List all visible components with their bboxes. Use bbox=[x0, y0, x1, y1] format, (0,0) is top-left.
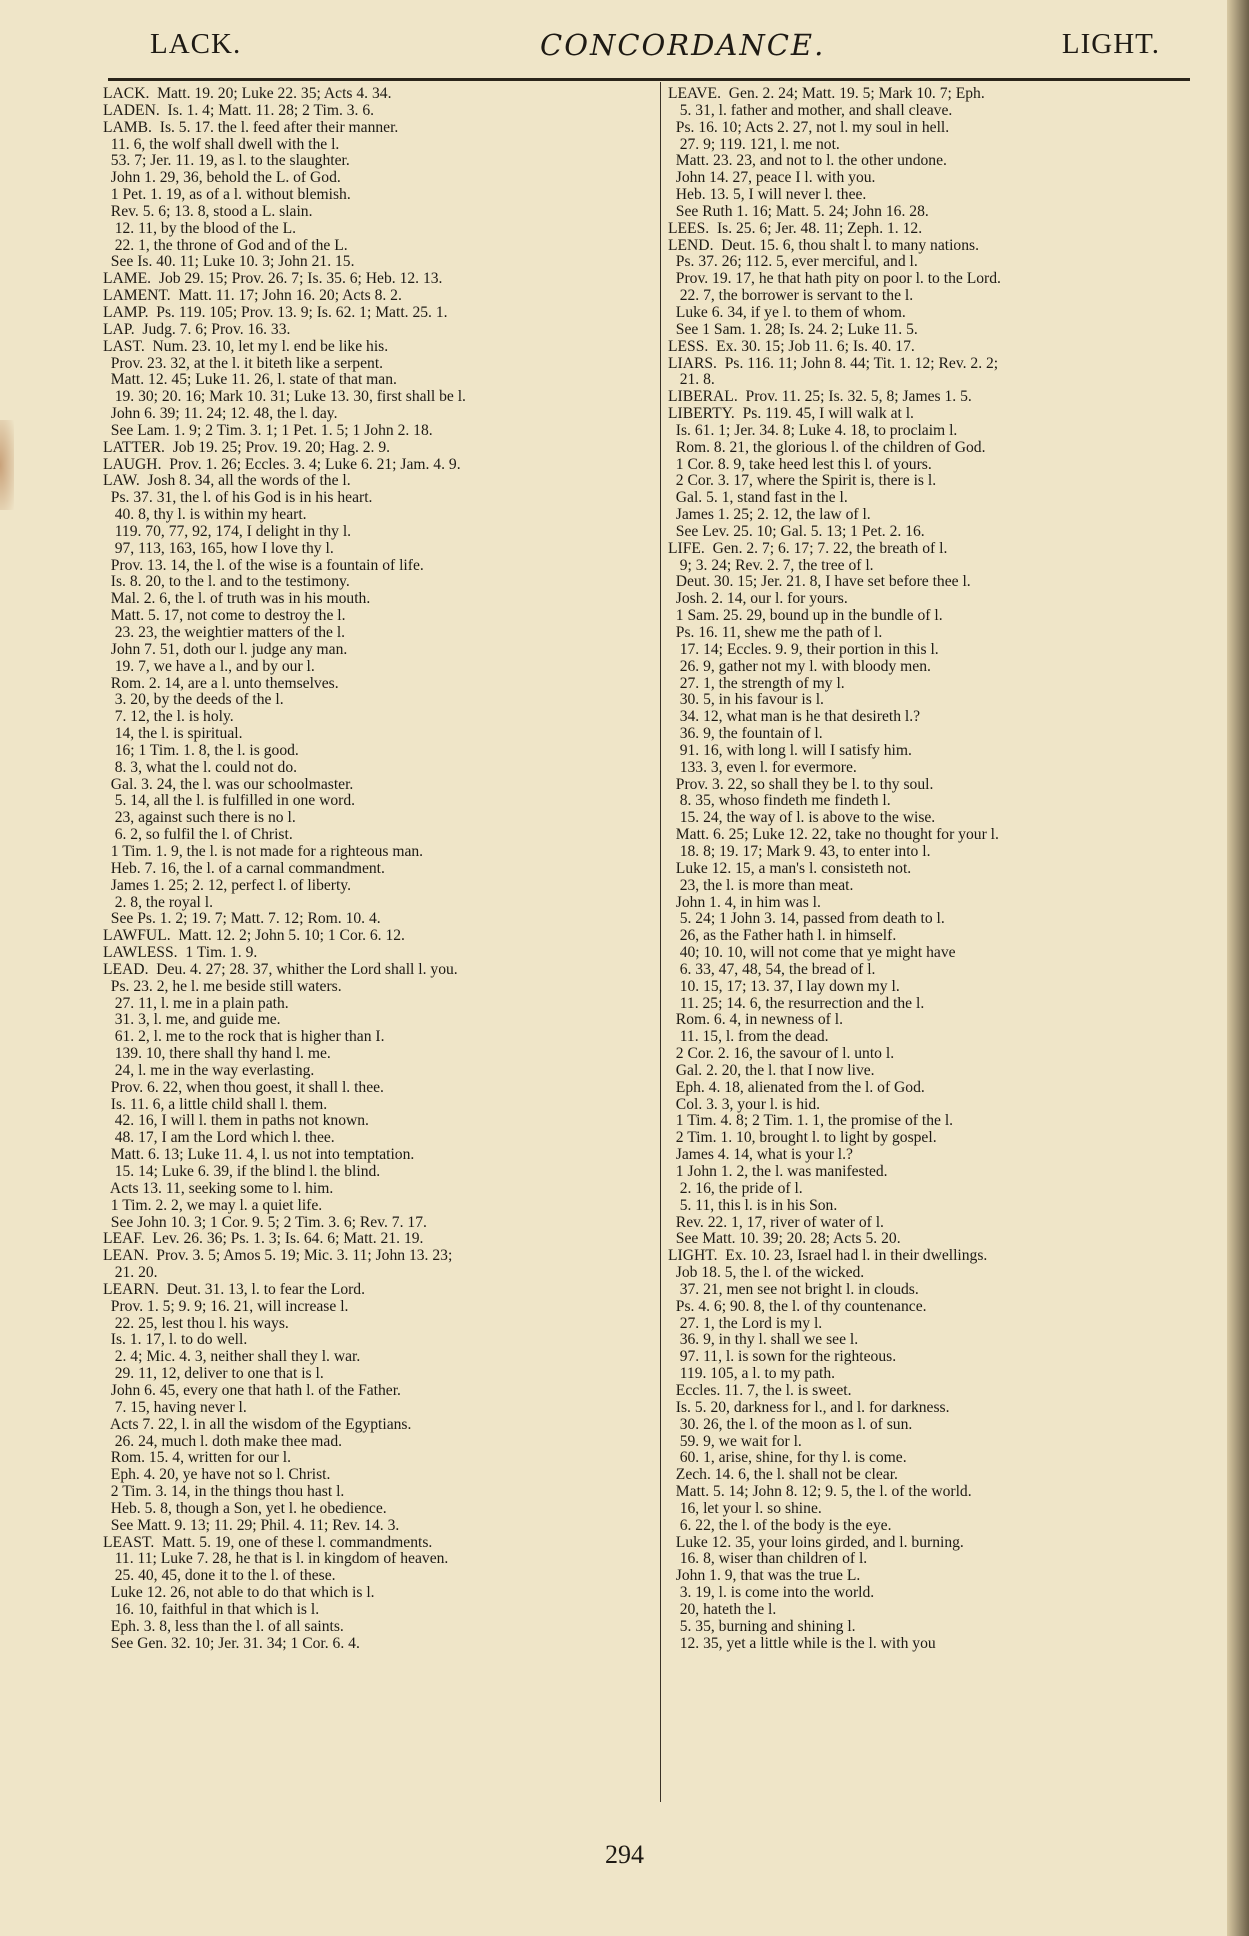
concordance-line: 5. 11, this l. is in his Son. bbox=[668, 1196, 838, 1214]
concordance-line: Is. 61. 1; Jer. 34. 8; Luke 4. 18, to proclaim l. bbox=[668, 421, 958, 439]
concordance-line: 1 Sam. 25. 29, bound up in the bundle of l. bbox=[668, 607, 943, 625]
concordance-line: 22. 1, the throne of God and of the L. bbox=[103, 236, 348, 254]
concordance-line: 42. 16, I will l. them in paths not known. bbox=[103, 1112, 369, 1130]
left-column bbox=[103, 86, 658, 1811]
concordance-line: 22. 7, the borrower is servant to the l. bbox=[668, 287, 914, 305]
concordance-line: 139. 10, there shall thy hand l. me. bbox=[103, 1045, 331, 1063]
concordance-line: 12. 35, yet a little while is the l. with you bbox=[668, 1634, 936, 1652]
concordance-line: LEAD. Deu. 4. 27; 28. 37, whither the Lord shall l. you. bbox=[103, 960, 458, 978]
concordance-line: 25. 40, 45, done it to the l. of these. bbox=[103, 1567, 336, 1585]
concordance-line: 20, hateth the l. bbox=[668, 1600, 777, 1618]
concordance-line: LEARN. Deut. 31. 13, l. to fear the Lord. bbox=[103, 1280, 366, 1298]
concordance-line: LIFE. Gen. 2. 7; 6. 17; 7. 22, the breath of l. bbox=[668, 539, 948, 557]
concordance-line: Acts 7. 22, l. in all the wisdom of the Egyptians. bbox=[103, 1415, 412, 1433]
right-column bbox=[668, 86, 1221, 1811]
concordance-line: 48. 17, I am the Lord which l. thee. bbox=[103, 1129, 335, 1147]
concordance-line: LAW. Josh 8. 34, all the words of the l. bbox=[103, 472, 351, 490]
concordance-line: 8. 3, what the l. could not do. bbox=[103, 758, 298, 776]
concordance-line: 6. 22, the l. of the body is the eye. bbox=[668, 1516, 892, 1534]
concordance-line: John 1. 4, in him was l. bbox=[668, 893, 821, 911]
concordance-line: See Matt. 10. 39; 20. 28; Acts 5. 20. bbox=[668, 1230, 901, 1248]
concordance-line: Ps. 37. 31, the l. of his God is in his heart. bbox=[103, 489, 373, 507]
concordance-line: 36. 9, in thy l. shall we see l. bbox=[668, 1331, 859, 1349]
concordance-line: 91. 16, with long l. will I satisfy him. bbox=[668, 741, 912, 759]
concordance-line: Gal. 2. 20, the l. that I now live. bbox=[668, 1061, 875, 1079]
concordance-line: LAWFUL. Matt. 12. 2; John 5. 10; 1 Cor. 6. 12. bbox=[103, 927, 405, 945]
concordance-line: LACK. Matt. 19. 20; Luke 22. 35; Acts 4. 34. bbox=[103, 86, 392, 102]
concordance-line: 60. 1, arise, shine, for thy l. is come. bbox=[668, 1449, 907, 1467]
concordance-line: 2 Tim. 1. 10, brought l. to light by gospel. bbox=[668, 1129, 937, 1147]
concordance-line: LESS. Ex. 30. 15; Job 11. 6; Is. 40. 17. bbox=[668, 337, 915, 355]
concordance-line: Josh. 2. 14, our l. for yours. bbox=[668, 590, 848, 608]
concordance-line: 97. 11, l. is sown for the righteous. bbox=[668, 1348, 897, 1366]
concordance-line: 23, against such there is no l. bbox=[103, 809, 296, 827]
concordance-line: LIGHT. Ex. 10. 23, Israel had l. in their dwellings. bbox=[668, 1247, 988, 1265]
concordance-line: 2. 8, the royal l. bbox=[103, 893, 214, 911]
concordance-line: Matt. 12. 45; Luke 11. 26, l. state of that man. bbox=[103, 371, 397, 389]
concordance-line: Eph. 4. 20, ye have not so l. Christ. bbox=[103, 1466, 331, 1484]
concordance-line: Eph. 4. 18, alienated from the l. of God. bbox=[668, 1078, 925, 1096]
concordance-line: 40. 8, thy l. is within my heart. bbox=[103, 506, 307, 524]
running-header bbox=[150, 28, 1160, 70]
concordance-line: 1 Tim. 1. 9, the l. is not made for a righteous man. bbox=[103, 842, 424, 860]
concordance-line: Rom. 2. 14, are a l. unto themselves. bbox=[103, 674, 339, 692]
concordance-line: 11. 15, l. from the dead. bbox=[668, 1028, 829, 1046]
concordance-line: Zech. 14. 6, the l. shall not be clear. bbox=[668, 1466, 898, 1484]
concordance-line: 23, the l. is more than meat. bbox=[668, 876, 854, 894]
concordance-line: 1 Tim. 4. 8; 2 Tim. 1. 1, the promise of the l. bbox=[668, 1112, 954, 1130]
concordance-line: 9; 3. 24; Rev. 2. 7, the tree of l. bbox=[668, 556, 874, 574]
concordance-line: Prov. 6. 22, when thou goest, it shall l. thee. bbox=[103, 1078, 384, 1096]
concordance-line: See Lev. 25. 10; Gal. 5. 13; 1 Pet. 2. 16. bbox=[668, 522, 925, 540]
concordance-line: 97, 113, 163, 165, how I love thy l. bbox=[103, 539, 334, 557]
concordance-line: John 1. 9, that was the true L. bbox=[668, 1567, 861, 1585]
concordance-line: 40; 10. 10, will not come that ye might have bbox=[668, 944, 956, 962]
concordance-line: 17. 14; Eccles. 9. 9, their portion in this l. bbox=[668, 640, 939, 658]
concordance-line: Is. 8. 20, to the l. and to the testimony. bbox=[103, 573, 350, 591]
concordance-line: Ps. 16. 10; Acts 2. 27, not l. my soul in hell. bbox=[668, 118, 950, 136]
concordance-line: James 4. 14, what is your l.? bbox=[668, 1146, 853, 1164]
concordance-line: 19. 7, we have a l., and by our l. bbox=[103, 657, 315, 675]
concordance-line: 19. 30; 20. 16; Mark 10. 31; Luke 13. 30, first shall be l. bbox=[103, 388, 466, 406]
concordance-line: LAME. Job 29. 15; Prov. 26. 7; Is. 35. 6; Heb. 12. 13. bbox=[103, 270, 443, 288]
concordance-line: Rev. 5. 6; 13. 8, stood a L. slain. bbox=[103, 202, 313, 220]
concordance-line: 16, let your l. so shine. bbox=[668, 1499, 822, 1517]
concordance-line: John 14. 27, peace I l. with you. bbox=[668, 169, 876, 187]
concordance-line: 16. 8, wiser than children of l. bbox=[668, 1550, 868, 1568]
concordance-line: LADEN. Is. 1. 4; Matt. 11. 28; 2 Tim. 3. 6. bbox=[103, 101, 375, 119]
concordance-line: Matt. 6. 25; Luke 12. 22, take no thought for your l. bbox=[668, 826, 999, 844]
concordance-line: John 6. 39; 11. 24; 12. 48, the l. day. bbox=[103, 405, 338, 423]
concordance-line: 24, l. me in the way everlasting. bbox=[103, 1061, 315, 1079]
concordance-line: Is. 11. 6, a little child shall l. them. bbox=[103, 1095, 328, 1113]
concordance-line: Ps. 23. 2, he l. me beside still waters. bbox=[103, 977, 342, 995]
concordance-line: 23. 23, the weightier matters of the l. bbox=[103, 624, 346, 641]
concordance-line: 2 Cor. 3. 17, where the Spirit is, there is l. bbox=[668, 472, 937, 490]
concordance-line: 5. 14, all the l. is fulfilled in one word. bbox=[103, 792, 356, 810]
concordance-line: 22. 25, lest thou l. his ways. bbox=[103, 1314, 289, 1332]
concordance-line: Prov. 3. 22, so shall they be l. to thy soul. bbox=[668, 775, 934, 793]
concordance-line: 10. 15, 17; 13. 37, I lay down my l. bbox=[668, 977, 900, 995]
concordance-line: LEAVE. Gen. 2. 24; Matt. 19. 5; Mark 10. 7; Eph. bbox=[668, 86, 985, 102]
concordance-line: 18. 8; 19. 17; Mark 9. 43, to enter into l. bbox=[668, 842, 931, 860]
concordance-line: Heb. 5. 8, though a Son, yet l. he obedience. bbox=[103, 1499, 387, 1517]
concordance-line: 7. 12, the l. is holy. bbox=[103, 708, 234, 726]
concordance-line: Job 18. 5, the l. of the wicked. bbox=[668, 1264, 865, 1282]
concordance-line: 26. 24, much l. doth make thee mad. bbox=[103, 1432, 343, 1450]
concordance-line: LAMP. Ps. 119. 105; Prov. 13. 9; Is. 62. 1; Matt. 25. 1. bbox=[103, 303, 448, 321]
concordance-line: 119. 70, 77, 92, 174, I delight in thy l. bbox=[103, 522, 352, 540]
concordance-line: Rev. 22. 1, 17, river of water of l. bbox=[668, 1213, 884, 1231]
concordance-line: Heb. 13. 5, I will never l. thee. bbox=[668, 186, 867, 204]
concordance-line: 11. 6, the wolf shall dwell with the l. bbox=[103, 135, 340, 153]
concordance-line: 27. 1, the Lord is my l. bbox=[668, 1314, 823, 1332]
concordance-line: Prov. 23. 32, at the l. it biteth like a serpent. bbox=[103, 354, 384, 372]
concordance-line: LIARS. Ps. 116. 11; John 8. 44; Tit. 1. 12; Rev. 2. 2; bbox=[668, 354, 999, 372]
concordance-line: LATTER. Job 19. 25; Prov. 19. 20; Hag. 2. 9. bbox=[103, 438, 391, 456]
concordance-line: LIBERTY. Ps. 119. 45, I will walk at l. bbox=[668, 405, 914, 423]
concordance-line: Eccles. 11. 7, the l. is sweet. bbox=[668, 1381, 852, 1399]
concordance-line: John 1. 29, 36, behold the L. of God. bbox=[103, 169, 341, 187]
concordance-line: LAUGH. Prov. 1. 26; Eccles. 3. 4; Luke 6. 21; Jam. 4. 9. bbox=[103, 455, 461, 473]
concordance-line: 30. 26, the l. of the moon as l. of sun. bbox=[668, 1415, 913, 1433]
concordance-line: Acts 13. 11, seeking some to l. him. bbox=[103, 1179, 334, 1197]
concordance-line: LIBERAL. Prov. 11. 25; Is. 32. 5, 8; James 1. 5. bbox=[668, 388, 972, 406]
concordance-line: Matt. 23. 23, and not to l. the other undone. bbox=[668, 152, 947, 170]
concordance-line: 30. 5, in his favour is l. bbox=[668, 691, 824, 709]
concordance-line: 6. 2, so fulfil the l. of Christ. bbox=[103, 826, 293, 844]
concordance-line: Luke 12. 26, not able to do that which is l. bbox=[103, 1584, 375, 1602]
concordance-line: John 7. 51, doth our l. judge any man. bbox=[103, 640, 348, 658]
header-title: CONCORDANCE. bbox=[540, 28, 826, 62]
concordance-line: 26, as the Father hath l. in himself. bbox=[668, 927, 897, 945]
concordance-line: 14, the l. is spiritual. bbox=[103, 725, 243, 743]
concordance-line: Rom. 6. 4, in newness of l. bbox=[668, 1011, 843, 1029]
header-first-word: LACK. bbox=[150, 28, 242, 60]
concordance-line: See Is. 40. 11; Luke 10. 3; John 21. 15. bbox=[103, 253, 355, 271]
concordance-line: LAP. Judg. 7. 6; Prov. 16. 33. bbox=[103, 320, 291, 338]
page-edge bbox=[1227, 0, 1249, 1936]
concordance-line: 2 Cor. 2. 16, the savour of l. unto l. bbox=[668, 1045, 895, 1063]
concordance-line: Col. 3. 3, your l. is hid. bbox=[668, 1095, 821, 1113]
concordance-line: 11. 25; 14. 6, the resurrection and the l. bbox=[668, 994, 925, 1012]
concordance-line: See Gen. 32. 10; Jer. 31. 34; 1 Cor. 6. 4. bbox=[103, 1634, 360, 1652]
concordance-line: Mal. 2. 6, the l. of truth was in his mouth. bbox=[103, 590, 371, 608]
concordance-line: Gal. 5. 1, stand fast in the l. bbox=[668, 489, 848, 507]
concordance-line: 15. 24, the way of l. is above to the wise. bbox=[668, 809, 936, 827]
concordance-line: LAMENT. Matt. 11. 17; John 16. 20; Acts 8. 2. bbox=[103, 287, 402, 305]
concordance-line: LAST. Num. 23. 10, let my l. end be like his. bbox=[103, 337, 389, 355]
concordance-line: 53. 7; Jer. 11. 19, as l. to the slaughter. bbox=[103, 152, 350, 170]
concordance-line: Prov. 19. 17, he that hath pity on poor l. to the Lord. bbox=[668, 270, 1001, 288]
concordance-line: Luke 12. 15, a man's l. consisteth not. bbox=[668, 859, 912, 877]
concordance-line: Prov. 1. 5; 9. 9; 16. 21, will increase l. bbox=[103, 1297, 349, 1315]
concordance-line: 1 John 1. 2, the l. was manifested. bbox=[668, 1163, 888, 1180]
concordance-line: Prov. 13. 14, the l. of the wise is a fountain of life. bbox=[103, 556, 424, 574]
header-rule bbox=[108, 78, 1190, 81]
concordance-line: 29. 11, 12, deliver to one that is l. bbox=[103, 1365, 324, 1383]
concordance-line: 37. 21, men see not bright l. in clouds. bbox=[668, 1280, 919, 1298]
concordance-line: 36. 9, the fountain of l. bbox=[668, 725, 823, 743]
concordance-line: 3. 20, by the deeds of the l. bbox=[103, 691, 284, 709]
concordance-line: LAWLESS. 1 Tim. 1. 9. bbox=[103, 944, 258, 962]
concordance-line: Rom. 8. 21, the glorious l. of the children of God. bbox=[668, 438, 986, 456]
concordance-line: Rom. 15. 4, written for our l. bbox=[103, 1449, 291, 1467]
concordance-line: Heb. 7. 16, the l. of a carnal commandment. bbox=[103, 859, 385, 877]
concordance-line: Gal. 3. 24, the l. was our schoolmaster. bbox=[103, 775, 354, 793]
concordance-line: See Ps. 1. 2; 19. 7; Matt. 7. 12; Rom. 10. 4. bbox=[103, 910, 381, 928]
concordance-line: 1 Pet. 1. 19, as of a l. without blemish. bbox=[103, 186, 351, 204]
concordance-line: 59. 9, we wait for l. bbox=[668, 1432, 802, 1450]
concordance-line: Luke 6. 34, if ye l. to them of whom. bbox=[668, 303, 906, 321]
concordance-line: 21. 20. bbox=[103, 1264, 158, 1282]
concordance-line: 1 Cor. 8. 9, take heed lest this l. of yours. bbox=[668, 455, 932, 473]
concordance-line: 8. 35, whoso findeth me findeth l. bbox=[668, 792, 891, 810]
concordance-line: 5. 35, burning and shining l. bbox=[668, 1617, 856, 1635]
concordance-line: 27. 11, l. me in a plain path. bbox=[103, 994, 289, 1012]
concordance-line: 2. 4; Mic. 4. 3, neither shall they l. war. bbox=[103, 1348, 361, 1366]
concordance-line: Deut. 30. 15; Jer. 21. 8, I have set before thee l. bbox=[668, 573, 971, 591]
concordance-line: John 6. 45, every one that hath l. of the Father. bbox=[103, 1381, 401, 1399]
concordance-line: James 1. 25; 2. 12, the law of l. bbox=[668, 506, 871, 524]
concordance-line: 12. 11, by the blood of the L. bbox=[103, 219, 297, 237]
concordance-line: 27. 9; 119. 121, l. me not. bbox=[668, 135, 840, 153]
header-last-word: LIGHT. bbox=[1061, 28, 1160, 60]
concordance-line: 7. 15, having never l. bbox=[103, 1398, 247, 1416]
concordance-line: See 1 Sam. 1. 28; Is. 24. 2; Luke 11. 5. bbox=[668, 320, 918, 338]
concordance-line: Is. 5. 20, darkness for l., and l. for darkness. bbox=[668, 1398, 950, 1416]
concordance-line: LEES. Is. 25. 6; Jer. 48. 11; Zeph. 1. 12. bbox=[668, 219, 923, 237]
concordance-line: 34. 12, what man is he that desireth l.? bbox=[668, 708, 921, 726]
concordance-line: 21. 8. bbox=[668, 371, 715, 389]
concordance-line: 31. 3, l. me, and guide me. bbox=[103, 1011, 281, 1029]
concordance-line: Ps. 16. 11, shew me the path of l. bbox=[668, 624, 883, 641]
concordance-line: Luke 12. 35, your loins girded, and l. burning. bbox=[668, 1533, 964, 1551]
concordance-line: Is. 1. 17, l. to do well. bbox=[103, 1331, 248, 1349]
concordance-line: Eph. 3. 8, less than the l. of all saints. bbox=[103, 1617, 344, 1635]
page-number: 294 bbox=[605, 1840, 644, 1869]
concordance-line: 5. 24; 1 John 3. 14, passed from death to l. bbox=[668, 910, 945, 928]
concordance-line: LEND. Deut. 15. 6, thou shalt l. to many nations. bbox=[668, 236, 979, 254]
paper-stain bbox=[0, 420, 14, 510]
column-divider bbox=[660, 82, 661, 1802]
concordance-line: See John 10. 3; 1 Cor. 9. 5; 2 Tim. 3. 6; Rev. 7. 17. bbox=[103, 1213, 427, 1231]
concordance-line: 15. 14; Luke 6. 39, if the blind l. the blind. bbox=[103, 1163, 381, 1180]
concordance-line: 2 Tim. 3. 14, in the things thou hast l. bbox=[103, 1483, 345, 1501]
concordance-line: LEAST. Matt. 5. 19, one of these l. commandments. bbox=[103, 1533, 433, 1551]
concordance-line: Ps. 4. 6; 90. 8, the l. of thy countenance. bbox=[668, 1297, 927, 1315]
concordance-line: Matt. 5. 14; John 8. 12; 9. 5, the l. of the world. bbox=[668, 1483, 972, 1501]
concordance-line: 119. 105, a l. to my path. bbox=[668, 1365, 836, 1383]
concordance-line: 6. 33, 47, 48, 54, the bread of l. bbox=[668, 960, 876, 978]
concordance-line: 5. 31, l. father and mother, and shall cleave. bbox=[668, 101, 953, 119]
concordance-line: LEAF. Lev. 26. 36; Ps. 1. 3; Is. 64. 6; Matt. 21. 19. bbox=[103, 1230, 424, 1248]
concordance-line: 2. 16, the pride of l. bbox=[668, 1179, 803, 1197]
concordance-line: 27. 1, the strength of my l. bbox=[668, 674, 845, 692]
concordance-line: Matt. 5. 17, not come to destroy the l. bbox=[103, 607, 346, 625]
concordance-line: James 1. 25; 2. 12, perfect l. of liberty. bbox=[103, 876, 351, 894]
concordance-line: See Lam. 1. 9; 2 Tim. 3. 1; 1 Pet. 1. 5; 1 John 2. 18. bbox=[103, 421, 433, 439]
concordance-line: See Ruth 1. 16; Matt. 5. 24; John 16. 28. bbox=[668, 202, 929, 220]
concordance-line: 16; 1 Tim. 1. 8, the l. is good. bbox=[103, 741, 299, 759]
concordance-line: Matt. 6. 13; Luke 11. 4, l. us not into temptation. bbox=[103, 1146, 415, 1164]
concordance-line: 26. 9, gather not my l. with bloody men. bbox=[668, 657, 931, 675]
concordance-line: 1 Tim. 2. 2, we may l. a quiet life. bbox=[103, 1196, 323, 1214]
concordance-line: Ps. 37. 26; 112. 5, ever merciful, and l. bbox=[668, 253, 918, 271]
concordance-line: LAMB. Is. 5. 17. the l. feed after their manner. bbox=[103, 118, 399, 136]
concordance-line: 61. 2, l. me to the rock that is higher than I. bbox=[103, 1028, 385, 1046]
concordance-line: 133. 3, even l. for evermore. bbox=[668, 758, 857, 776]
concordance-line: LEAN. Prov. 3. 5; Amos 5. 19; Mic. 3. 11; John 13. 23; bbox=[103, 1247, 453, 1265]
concordance-line: 3. 19, l. is come into the world. bbox=[668, 1584, 875, 1602]
concordance-line: 11. 11; Luke 7. 28, he that is l. in kingdom of heaven. bbox=[103, 1550, 449, 1568]
concordance-line: See Matt. 9. 13; 11. 29; Phil. 4. 11; Rev. 14. 3. bbox=[103, 1516, 400, 1534]
concordance-line: 16. 10, faithful in that which is l. bbox=[103, 1600, 320, 1618]
